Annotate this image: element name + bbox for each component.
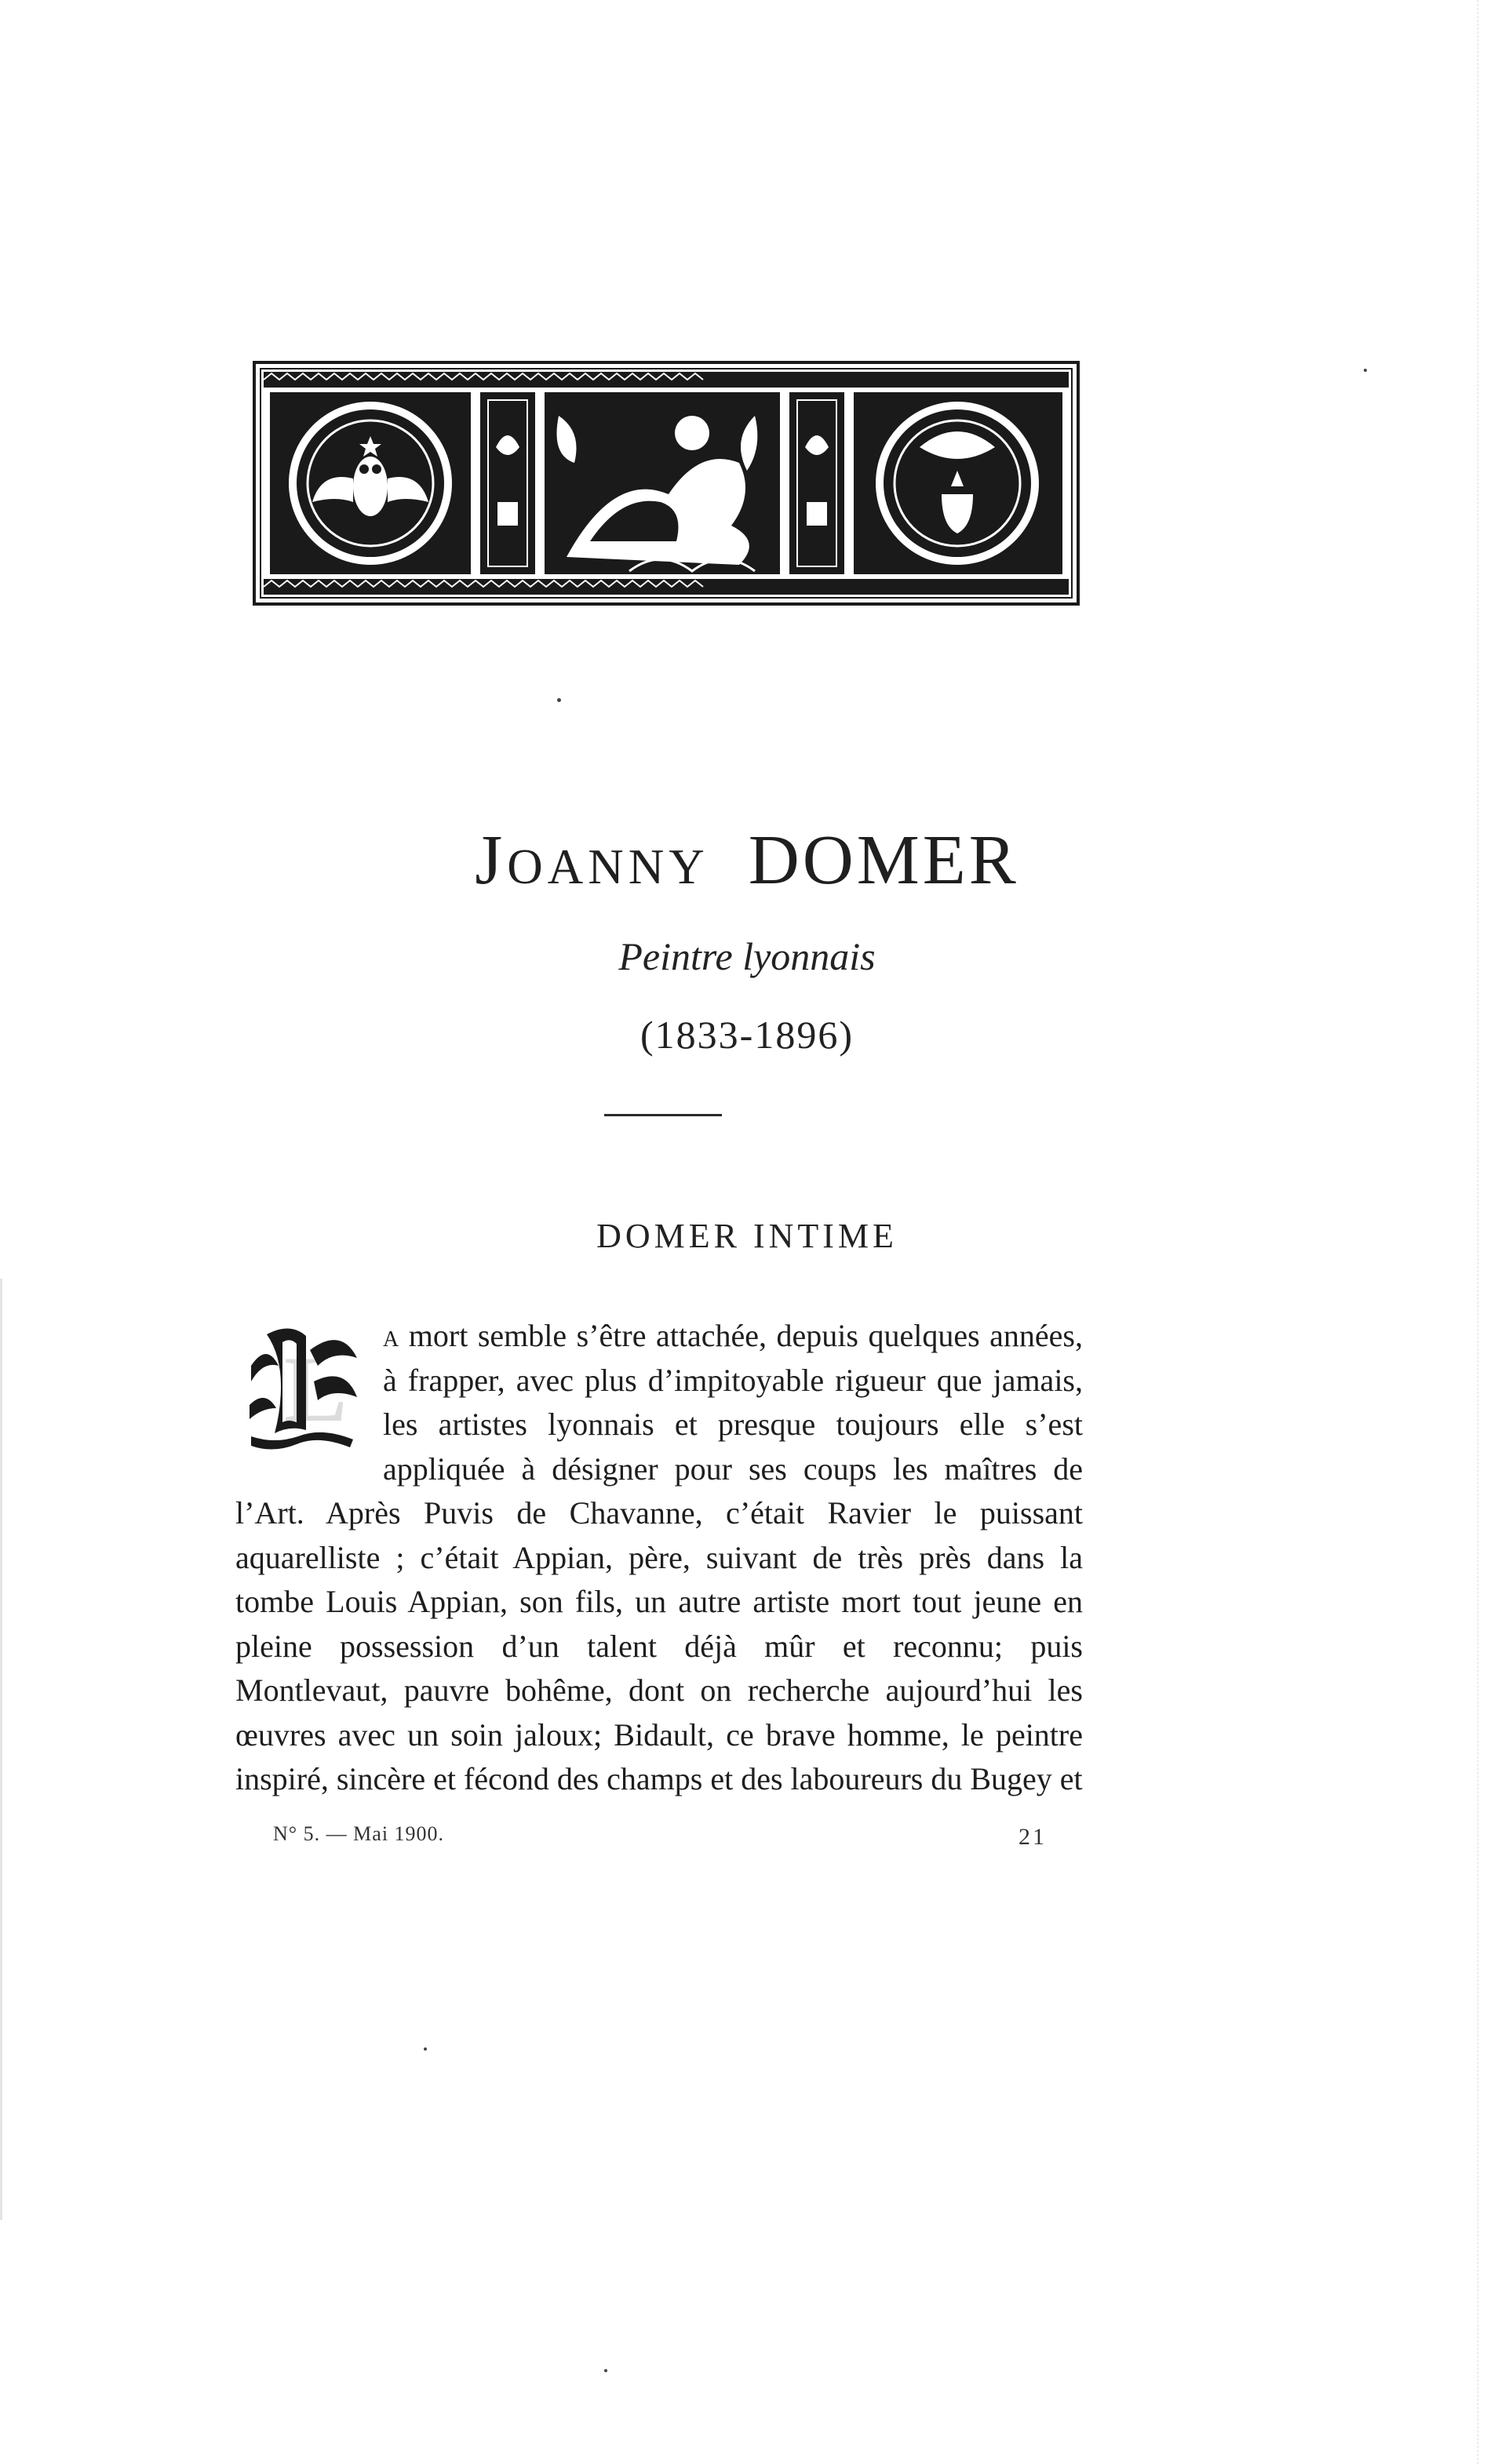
dropcap-letter: L [284, 1337, 348, 1441]
title-rule [604, 1114, 722, 1116]
scan-margin [0, 1279, 2, 2220]
article-subtitle: Peintre lyonnais [618, 934, 876, 978]
page-number: 21 [1018, 1824, 1047, 1850]
title-first-name: Joanny [475, 821, 709, 899]
ornamental-headpiece [253, 361, 1080, 606]
body-section [235, 1314, 1083, 1802]
ink-speck [424, 2047, 427, 2051]
article-title [0, 820, 1494, 901]
ink-speck [604, 2369, 607, 2372]
issue-footer: N° 5. — Mai 1900. [273, 1822, 445, 1845]
section-heading: DOMER INTIME [596, 1217, 898, 1255]
body-first-word: a [383, 1318, 399, 1353]
body-text: mort semble s’être attachée, depuis quelques années, à frapper, avec plus d’impitoyable rigueur que jamais, les artistes lyonnais et presque toujours elle s’est appliquée à désigner pour ses coups les maîtres de l’Art. Après Puvis de Chavanne, c’était Ravier le puissant aquarelliste ; c’était Appian, père, suivant de très près dans la tombe Louis Appian, son fils, un autre artiste mort tout jeune en pleine possession d’un talent déjà mûr et reconnu; puis Montlevaut, pauvre bohême, dont on recherche aujourd’hui les œuvres avec un soin jaloux; Bidault, ce brave homme, le peintre inspiré, sincère et fécond des champs et des laboureurs du Bugey et [235, 1318, 1083, 1796]
title-last-name: DOMER [748, 821, 1019, 899]
ink-speck [1364, 369, 1367, 372]
ink-speck [557, 698, 561, 702]
ornamental-dropcap [235, 1319, 369, 1450]
life-dates: (1833-1896) [640, 1013, 854, 1057]
